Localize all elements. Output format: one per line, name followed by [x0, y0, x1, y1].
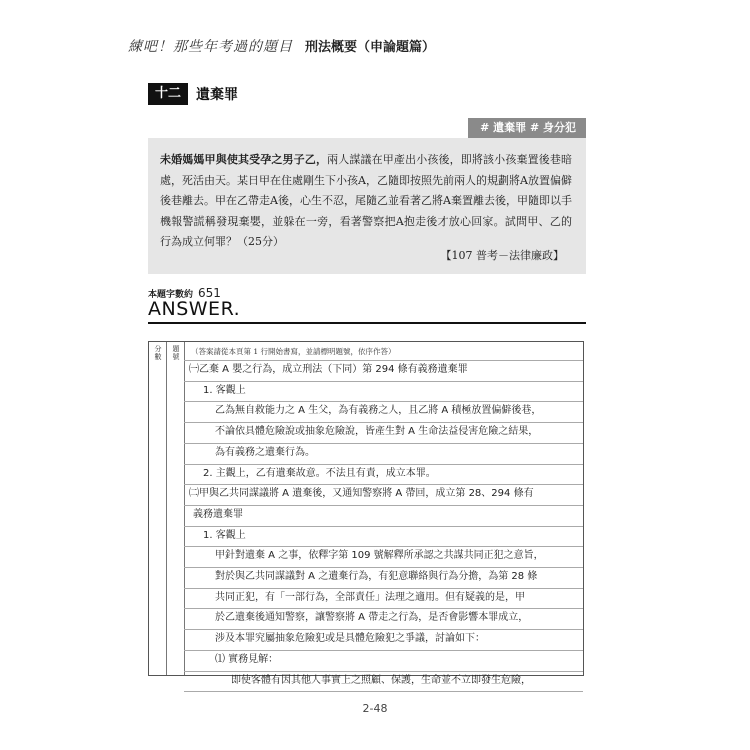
running-header: [128, 36, 435, 56]
column-divider: [184, 342, 185, 675]
row-rule: [184, 567, 583, 568]
answer-line: 於乙遺棄後通知警察，讓警察將 A 帶走之行為，是否會影響本罪成立，: [215, 612, 529, 624]
answer-line: 不論依具體危險說或抽象危險說，皆產生對 A 生命法益侵害危險之結果，: [215, 426, 539, 438]
answer-line: 共同正犯，有「一部行為，全部責任」法理之適用。但有疑義的是，甲: [215, 591, 525, 603]
answer-sheet: [148, 341, 584, 686]
page-number: 2-48: [362, 702, 388, 715]
column-divider: [166, 342, 167, 675]
row-rule: [184, 691, 583, 692]
row-rule: [184, 588, 583, 589]
topic-tags: # 遺棄罪 # 身分犯: [468, 118, 586, 138]
answer-line: 為有義務之遺棄行為。: [215, 446, 315, 458]
row-rule: [184, 671, 583, 672]
answer-divider: [148, 322, 586, 324]
row-rule: [184, 443, 583, 444]
answer-line: 1. 客觀上: [203, 529, 246, 541]
row-rule: [184, 629, 583, 630]
score-column-header: 分數: [154, 345, 162, 361]
answer-line: ㈡甲與乙共同謀議將 A 遺棄後，又通知警察將 A 帶回，成立第 28、294 條有: [189, 488, 534, 500]
answer-line: ㈠乙棄 A 嬰之行為，成立刑法（下同）第 294 條有義務遺棄罪: [189, 364, 468, 375]
question-number-column-header: 題號: [172, 345, 180, 361]
question-body: 兩人謀議在甲產出小孩後，即將該小孩棄置後巷暗處，死活由天。某日甲在住處剛生下小孩A，乙隨即按照先前兩人的規劃將A放置偏僻後巷離去。甲在乙帶走A後，心生不忍，尾隨乙並看著乙將A棄置離去後，甲隨即以手機報警謊稱發現棄嬰，並躲在一旁，看著警察把A抱走後才放心回家。試問甲、乙的行為成立何罪？（25分）: [160, 153, 573, 248]
row-rule: [184, 422, 583, 423]
chapter-heading: [148, 83, 238, 105]
answer-line: 1. 客觀上: [203, 384, 246, 396]
exam-source: 【107 普考－法律廉政】: [440, 249, 564, 262]
answer-line: 對於與乙共同謀議對 A 之遺棄行為，有犯意聯絡與行為分擔，為第 28 條: [215, 571, 538, 582]
question-box: [148, 121, 586, 274]
answer-title: ANSWER.: [148, 298, 241, 320]
row-rule: [184, 546, 583, 547]
answer-line: 乙為無自救能力之 A 生父，為有義務之人，且乙將 A 積極放置偏僻後巷，: [215, 405, 542, 417]
series-title: 練吧！那些年考過的題目: [128, 39, 293, 55]
book-title: 刑法概要（申論題篇）: [305, 40, 436, 55]
row-rule: [184, 650, 583, 651]
row-rule: [184, 381, 583, 382]
row-rule: [184, 401, 583, 402]
chapter-number-badge: 十二: [148, 83, 188, 105]
row-rule: [184, 464, 583, 465]
answer-line: 甲針對遺棄 A 之事，依釋字第 109 號解釋所承認之共謀共同正犯之意旨，: [215, 550, 544, 562]
word-count-value: 651: [198, 286, 221, 300]
sheet-instruction: （答案請從本頁第 1 行開始書寫，並請標明題號，依序作答）: [191, 347, 396, 356]
question-lead: 未婚媽媽甲與使其受孕之男子乙，: [160, 153, 328, 166]
answer-line: 2. 主觀上，乙有遺棄故意。不法且有責，成立本罪。: [203, 467, 436, 479]
row-rule: [184, 484, 583, 485]
question-text: [160, 150, 572, 253]
row-rule: [184, 608, 583, 609]
row-rule: [184, 505, 583, 506]
answer-line: 即使客體有因其他人事實上之照顧、保護，生命並不立即發生危險，: [231, 674, 531, 686]
answer-line: 義務遺棄罪: [193, 508, 243, 520]
answer-line: 涉及本罪究屬抽象危險犯或是具體危險犯之爭議，討論如下：: [215, 633, 485, 645]
row-rule: [184, 526, 583, 527]
row-rule: [184, 360, 583, 361]
chapter-title: 遺棄罪: [196, 87, 239, 103]
word-count-label: 本題字數約: [148, 290, 194, 300]
answer-line: ⑴ 實務見解：: [215, 653, 279, 665]
